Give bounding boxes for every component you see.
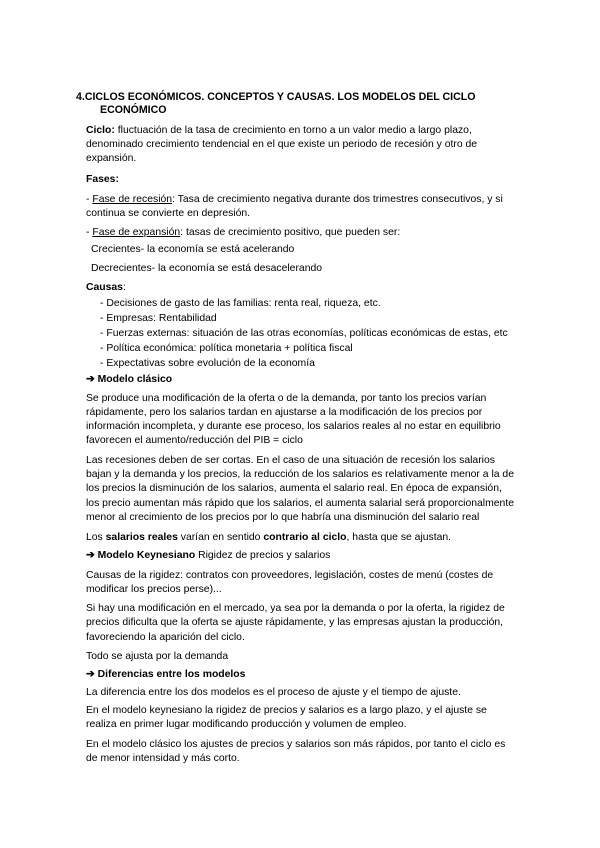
fase-expansion-decrecientes: Decrecientes- la economía se está desacelerando bbox=[91, 263, 323, 274]
clasico-p2-line: Las recesiones deben de ser cortas. En el caso de una situación de recesión los salarios bbox=[86, 455, 495, 466]
ciclo-definition-line3: expansión. bbox=[86, 153, 137, 164]
fase-expansion-prefix: - bbox=[86, 227, 93, 238]
fase-recesion-line2: continua se convierte en depresión. bbox=[86, 208, 251, 219]
causa-item: - Decisiones de gasto de las familias: renta real, riqueza, etc. bbox=[100, 298, 381, 309]
causa-item: - Empresas: Rentabilidad bbox=[100, 313, 217, 324]
diferencias-heading bbox=[86, 668, 245, 681]
modelo-keynesiano-heading bbox=[86, 549, 330, 562]
clasico-p1-line: rápidamente, pero los salarios tardan en ajustarse a la modificación de los precios por bbox=[86, 407, 483, 418]
clasico-p3-c: varían en sentido bbox=[177, 532, 264, 543]
causas-heading bbox=[86, 281, 126, 294]
clasico-p1-line: favorecen el aumento/reducción del PIB = ciclo bbox=[86, 435, 303, 446]
fase-recesion-rest: : Tasa de crecimiento negativa durante dos trimestres consecutivos, y si bbox=[172, 194, 503, 205]
contrario-ciclo-term: contrario al ciclo bbox=[263, 532, 347, 543]
clasico-p2-line: los precio aumentan más rápido que los salarios, el aumenta salarial será proporcionalmente bbox=[86, 498, 514, 509]
fase-recesion-term: Fase de recesión bbox=[92, 194, 173, 205]
modelo-keynesiano-title: Modelo Keynesiano bbox=[97, 550, 196, 561]
diferencias-title: Diferencias entre los modelos bbox=[97, 669, 246, 680]
arrow-right-icon: ➔ bbox=[86, 669, 95, 680]
diferencias-p2-line: realiza en primer lugar modificando producción y volumen de empleo. bbox=[86, 719, 407, 730]
clasico-p2-line: bajan y la demanda y los precios, la reducción de los salarios es relativamente menor a la de bbox=[86, 469, 514, 480]
modelo-keynesiano-subtitle: Rigidez de precios y salarios bbox=[195, 550, 331, 561]
clasico-p2-line: los precios la disminución de los salarios, aumenta el salario real. En época de expansión, bbox=[86, 483, 502, 494]
arrow-right-icon: ➔ bbox=[86, 374, 95, 385]
salarios-reales-term: salarios reales bbox=[105, 532, 178, 543]
modelo-clasico-heading bbox=[86, 373, 172, 386]
diferencias-p3-line: En el modelo clásico los ajustes de precios y salarios son más rápidos, por tanto el ciclo es bbox=[86, 739, 506, 750]
fase-expansion-crecientes: Crecientes- la economía se está acelerando bbox=[91, 244, 295, 255]
modelo-clasico-title: Modelo clásico bbox=[97, 374, 173, 385]
clasico-p3-e: , hasta que se ajustan. bbox=[346, 532, 452, 543]
ciclo-text-1: fluctuación de la tasa de crecimiento en torno a un valor medio a largo plazo, bbox=[114, 125, 472, 136]
clasico-p2-line: menor al crecimiento de los precios por lo que habría una disminución del salario real bbox=[86, 512, 480, 523]
clasico-p3 bbox=[86, 531, 451, 544]
keynesiano-p1-line: Causas de la rigidez: contratos con proveedores, legislación, costes de menú (costes de bbox=[86, 570, 494, 581]
keynesiano-p2-line: favoreciendo la aparición del ciclo. bbox=[86, 632, 245, 643]
diferencias-p3-line: de menor intensidad y más corto. bbox=[86, 753, 240, 764]
section-title-line2: ECONÓMICO bbox=[100, 104, 167, 116]
fases-label: Fases: bbox=[86, 174, 119, 185]
causas-label: Causas bbox=[86, 282, 123, 293]
fase-recesion-line1 bbox=[86, 193, 503, 206]
keynesiano-p1-line: modificar los precios perse)... bbox=[86, 584, 222, 595]
causa-item: - Fuerzas externas: situación de las otras economías, políticas económicas de estas, etc bbox=[100, 328, 508, 339]
ciclo-definition-line1 bbox=[86, 124, 472, 137]
diferencias-p2-line: En el modelo keynesiano la rigidez de precios y salarios es a largo plazo, y el ajuste se bbox=[86, 705, 487, 716]
causa-item: - Expectativas sobre evolución de la economía bbox=[100, 358, 315, 369]
diferencias-p1: La diferencia entre los dos modelos es el proceso de ajuste y el tiempo de ajuste. bbox=[86, 687, 461, 698]
fase-expansion-line1 bbox=[86, 226, 400, 239]
arrow-right-icon: ➔ bbox=[86, 550, 95, 561]
causa-item: - Política económica: política monetaria + política fiscal bbox=[100, 343, 353, 354]
ciclo-label: Ciclo: bbox=[86, 125, 115, 136]
keynesiano-p2-line: Si hay una modificación en el mercado, ya sea por la demanda o por la oferta, la rigidez de bbox=[86, 603, 505, 614]
ciclo-definition-line2: denominado crecimiento tendencial en el que existe un periodo de recesión y otro de bbox=[86, 139, 478, 150]
keynesiano-p2-line: precios dificulta que la oferta se ajuste rápidamente, y las empresas ajustan la producción, bbox=[86, 617, 504, 628]
clasico-p1-line: información incompleta, y durante ese proceso, los salarios reales al no estar en equilibrio bbox=[86, 421, 501, 432]
fase-expansion-rest: : tasas de crecimiento positivo, que pueden ser: bbox=[180, 227, 401, 238]
section-title-line1: 4.CICLOS ECONÓMICOS. CONCEPTOS Y CAUSAS. LOS MODELOS DEL CICLO bbox=[76, 91, 476, 103]
fase-expansion-term: Fase de expansión bbox=[92, 227, 181, 238]
clasico-p1-line: Se produce una modificación de la oferta o de la demanda, por tanto los precios varían bbox=[86, 393, 487, 404]
keynesiano-p3: Todo se ajusta por la demanda bbox=[86, 651, 229, 662]
fase-recesion-prefix: - bbox=[86, 194, 93, 205]
causas-colon: : bbox=[122, 282, 126, 293]
clasico-p3-a: Los bbox=[86, 532, 106, 543]
